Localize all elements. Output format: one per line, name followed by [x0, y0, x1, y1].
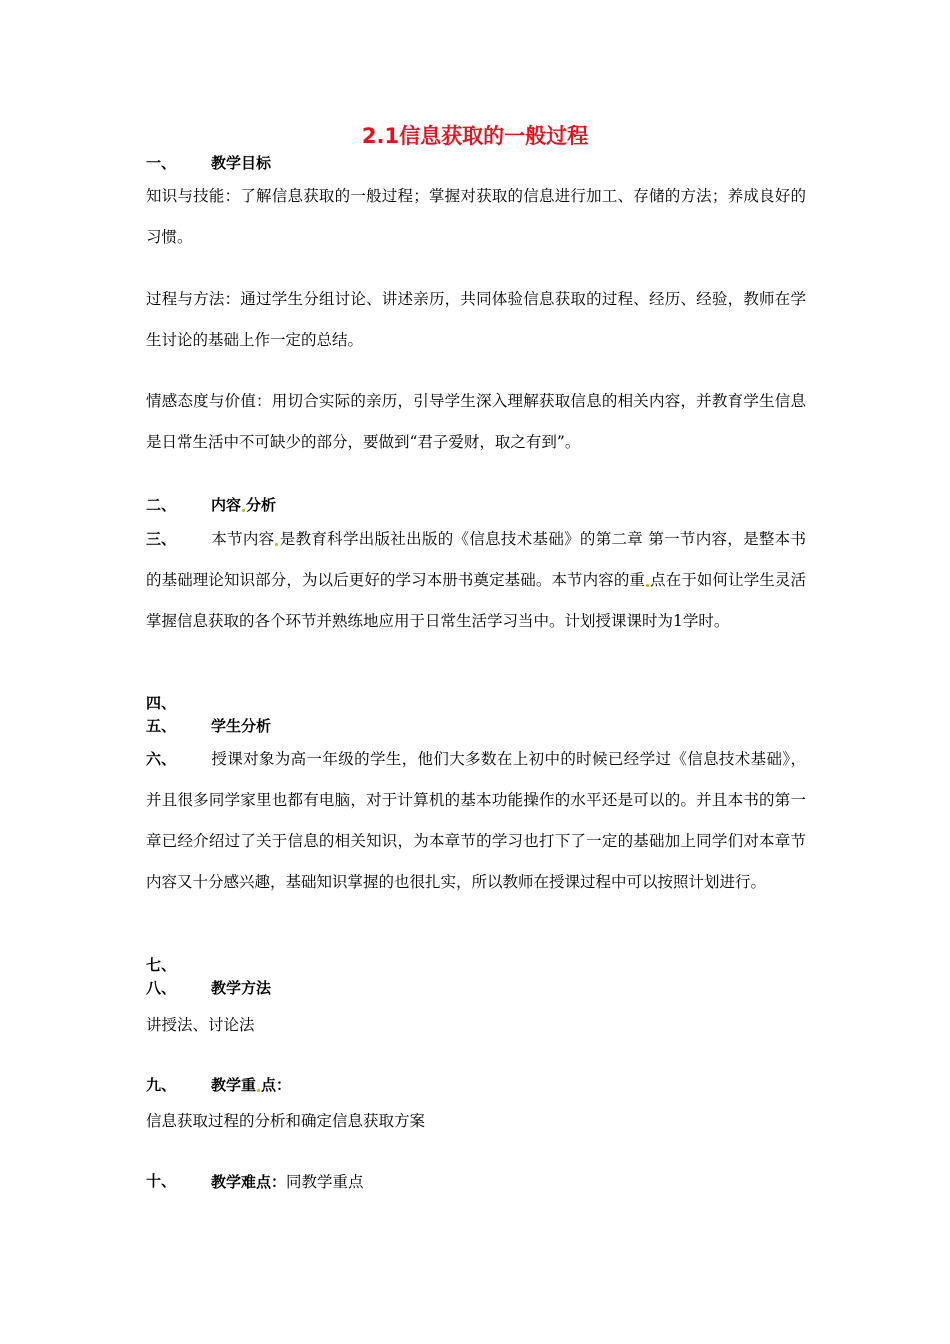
goal-process: 过程与方法：通过学生分组讨论、讲述亲历，共同体验信息获取的过程、经历、经验，教师在学生讨论的基础上作一定的总结。 — [146, 290, 806, 349]
section-4-number: 四、 — [146, 694, 177, 712]
section-6-paragraph: 六、 授课对象为高一年级的学生，他们大多数在上初中的时候已经学过《信息技术基础》，并且很多同学家里也都有电脑，对于计算机的基本功能操作的水平还是可以的。并且本书的第一章已经介绍过了关于信息的相关知识，为本章节的学习也打下了一定的基础加上同学们对本章节内容又十分感兴趣，基础知识掌握的也很扎实，所以教师在授课过程中可以按照计划进行。 — [146, 739, 806, 903]
section-1-number: 一、 — [146, 154, 177, 172]
marker-dot — [646, 584, 649, 587]
document-title: 2.1信息获取的一般过程 — [361, 124, 589, 148]
section-3-number: 三、 — [146, 530, 177, 548]
goal-knowledge: 知识与技能：了解信息获取的一般过程；掌握对获取的信息进行加工、存储的方法；养成良好的习惯。 — [146, 187, 806, 246]
section-10-number: 十、 — [146, 1172, 177, 1190]
section-2-number: 二、 — [146, 496, 177, 514]
section-5-number: 五、 — [146, 717, 177, 735]
section-10-heading: 教学难点：同教学重点 — [211, 1173, 364, 1191]
section-6-number: 六、 — [146, 750, 177, 768]
key-points: 信息获取过程的分析和确定信息获取方案 — [146, 1112, 426, 1130]
section-9-heading: 教学重 点： — [211, 1076, 292, 1094]
section-7-number: 七、 — [146, 956, 177, 974]
section-9-number: 九、 — [146, 1076, 177, 1094]
section-8-number: 八、 — [146, 979, 177, 997]
section-1-heading: 教学目标 — [211, 154, 272, 172]
section-5-heading: 学生分析 — [211, 717, 272, 735]
goal-attitude: 情感态度与价值：用切合实际的亲历，引导学生深入理解获取信息的相关内容，并教育学生信息是日常生活中不可缺少的部分，要做到“君子爱财，取之有到”。 — [146, 392, 806, 451]
section-3-paragraph: 三、 本节内容 是教育科学出版社出版的《信息技术基础》的第二章 第一节内容，是整本书的基础理论知识部分，为以后更好的学习本册书奠定基础。本节内容的重 点在于如何让学生灵活掌握信息获取的各个环节并熟练地应用于日常生活学习当中。计划授课课时为1学时。 — [146, 519, 806, 642]
section-8-heading: 教学方法 — [211, 979, 272, 997]
marker-dot — [242, 509, 245, 512]
difficult-points: 同教学重点 — [286, 1173, 364, 1191]
teaching-methods: 讲授法、讨论法 — [146, 1016, 255, 1034]
section-2-heading: 内容 分析 — [211, 496, 277, 514]
marker-dot — [257, 1089, 260, 1092]
